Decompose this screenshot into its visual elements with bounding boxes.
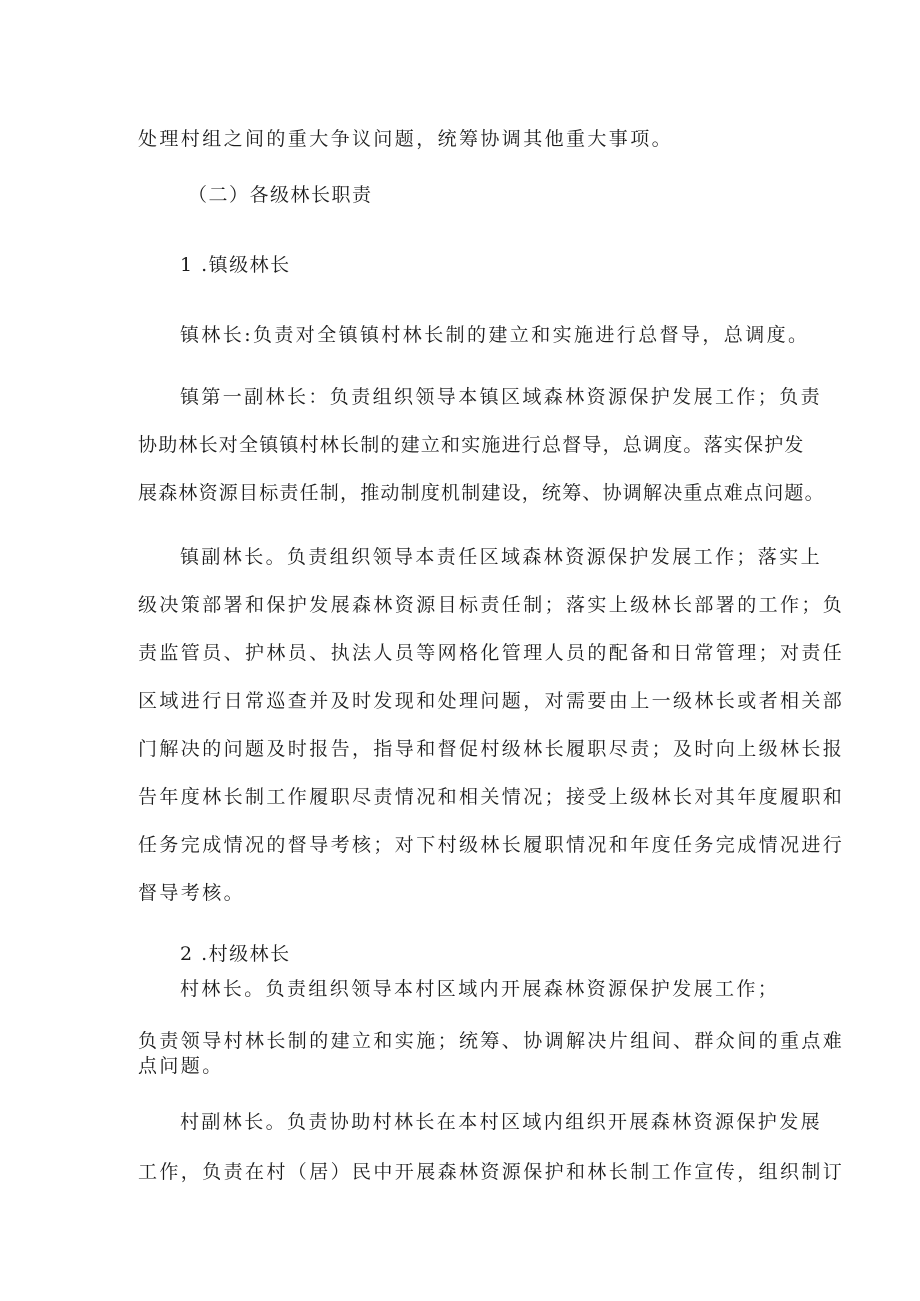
section-heading: （二）各级林长职责 (188, 184, 373, 206)
town-heading: 1 .镇级林长 (180, 254, 291, 276)
paragraph-line: 点问题。 (138, 1055, 224, 1077)
paragraph-line: 门解决的问题及时报告，指导和督促村级林长履职尽责；及时向上级林长报 (138, 738, 845, 760)
intro-line: 处理村组之间的重大争议问题，统筹协调其他重大事项。 (138, 128, 674, 150)
town-chief-paragraph: 镇林长:负责对全镇镇村林长制的建立和实施进行总督导，总调度。 (180, 324, 810, 346)
paragraph-line: 督导考核。 (138, 882, 246, 904)
paragraph-line: 负责领导村林长制的建立和实施；统筹、协调解决片组间、群众间的重点难 (138, 1030, 845, 1052)
paragraph-line: 任务完成情况的督导考核；对下村级林长履职情况和年度任务完成情况进行 (138, 834, 845, 856)
village-heading: 2 .村级林长 (180, 943, 291, 965)
paragraph-line: 镇副林长。负责组织领导本责任区域森林资源保护发展工作；落实上 (180, 546, 823, 568)
paragraph-line: 级决策部署和保护发展森林资源目标责任制；落实上级林长部署的工作；负 (138, 594, 845, 616)
paragraph-line: 区域进行日常巡查并及时发现和处理问题，对需要由上一级林长或者相关部 (138, 690, 845, 712)
paragraph-line: 告年度林长制工作履职尽责情况和相关情况；接受上级林长对其年度履职和 (138, 786, 845, 808)
paragraph-line: 协助林长对全镇镇村林长制的建立和实施进行总督导，总调度。落实保护发 (138, 434, 805, 456)
paragraph-line: 责监管员、护林员、执法人员等网格化管理人员的配备和日常管理；对责任 (138, 642, 845, 664)
paragraph-line: 镇第一副林长：负责组织领导本镇区域森林资源保护发展工作；负责 (180, 386, 823, 408)
paragraph-line: 展森林资源目标责任制，推动制度机制建设，统筹、协调解决重点难点问题。 (138, 482, 825, 504)
paragraph-line: 村副林长。负责协助村林长在本村区域内组织开展森林资源保护发展 (180, 1111, 823, 1133)
paragraph-line: 村林长。负责组织领导本村区域内开展森林资源保护发展工作； (180, 978, 780, 1000)
paragraph-line: 工作，负责在村（居）民中开展森林资源保护和林长制工作宣传，组织制订 (138, 1161, 845, 1183)
